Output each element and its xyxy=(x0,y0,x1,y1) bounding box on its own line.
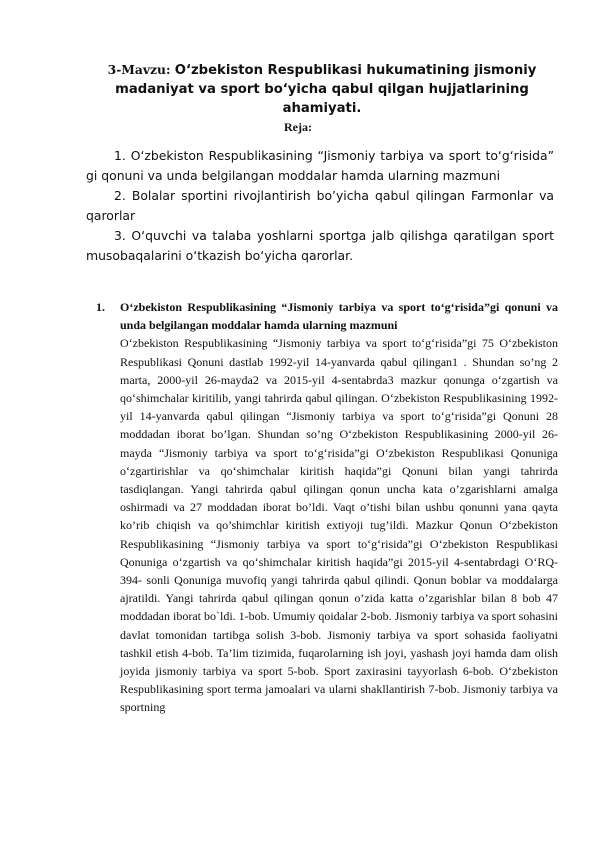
plan-item: 1. O‘zbekiston Respublikasining “Jismoniy tarbiya va sport to‘g‘risida” gi qonuni va unda belgilangan moddalar hamda ularning mazmuni xyxy=(86,148,554,183)
section-heading: O‘zbekiston Respublikasining “Jismoniy tarbiya va sport to‘g‘risida”gi qonuni va unda belgilangan moddalar hamda ularning mazmuni xyxy=(120,300,558,333)
plan-label: Reja: xyxy=(284,120,312,134)
topic-number: 3-Mavzu: xyxy=(107,62,175,77)
plan-item: 3. O‘quvchi va talaba yoshlarni sportga jalb qilishga qaratilgan sport musobaqalarini o‘tkazish bo‘yicha qarorlar. xyxy=(86,228,554,263)
plan-item: 2. Bolalar sportini rivojlantirish bo’yicha qabul qilingan Farmonlar va qarorlar xyxy=(86,188,554,223)
topic-title xyxy=(82,60,562,118)
title-line-3: ahamiyati. xyxy=(282,101,362,116)
section-body: O‘zbekiston Respublikasining “Jismoniy tarbiya va sport to‘g‘risida”gi 75 O‘zbekiston Respublikasi Qonuni dastlab 1992-yil 14-yanvarda qabul qilingan1 . Shundan so’ng 2 marta, 2000-yil 26-mayda2 va 2015-yil 4-sentabrda3 mazkur qonunga o‘zgartish va qo‘shimchalar kiritilib, yangi tahrirda qabul qilingan. O‘zbekiston Respublikasining 1992-yil 14-yanvarda qabul qilingan “Jismoniy tarbiya va sport to‘g‘risida”gi Qonuni 28 moddadan iborat bo’lgan. Shundan so’ng O‘zbekiston Respublikasining 2000-yil 26-mayda “Jismoniy tarbiya va sport to‘g‘risida”gi O‘zbekiston Respublikasi Qonuniga o‘zgartirishlar va qo‘shimchalar kiritish haqida”gi Qonuni bilan yangi tahrirda tasdiqlangan. Yangi tahrirda qabul qilingan qonun uncha kata o’zgarishlarni amalga oshirmadi va 27 moddadan iborat bo’ldi. Vaqt o’tishi bilan ushbu qonunni yana qayta ko’rib chiqish va qo’shimchlar kiritish extiyoji tug’ildi. Mazkur Qonun O‘zbekiston Respublikasining “Jismoniy tarbiya va sport to‘g‘risida”gi O‘zbekiston Respublikasi Qonuniga o‘zgartish va qo‘shimchalar kiritish haqida”gi 2015-yil 4-sentabrdagi O‘RQ-394- sonli Qonuniga muvofiq yangi tahrirda qabul qilindi. Qonun boblar va moddalarga ajratildi. Yangi tahrirda qabul qilingan qonun o’zida katta o’zgarishlar bilan 8 bob 47 moddadan iborat bo`ldi. 1-bob. Umumiy qoidalar 2-bob. Jismoniy tarbiya va sport sohasini davlat tomonidan tartibga solish 3-bob. Jismoniy tarbiya va sport sohasida faoliyatni tashkil etish 4-bob. Ta’lim tizimida, fuqarolarning ish joyi, yashash joyi hamda dam olish joyida jismoniy tarbiya va sport 5-bob. Sport zaxirasini tayyorlash 6-bob. O‘zbekiston Respublikasining sport terma jamoalari va ularni shakllantirish 7-bob. Jismoniy tarbiya va sportning xyxy=(120,336,558,715)
title-text-1: O‘zbekiston Respublikasi hukumatining jismoniy xyxy=(174,63,537,78)
title-line-2: madaniyat va sport bo‘yicha qabul qilgan hujjatlarining xyxy=(115,82,529,97)
section-number: 1. xyxy=(96,300,105,314)
title-line-1 xyxy=(82,60,562,80)
plan-list xyxy=(86,146,554,266)
section-1 xyxy=(96,298,558,717)
